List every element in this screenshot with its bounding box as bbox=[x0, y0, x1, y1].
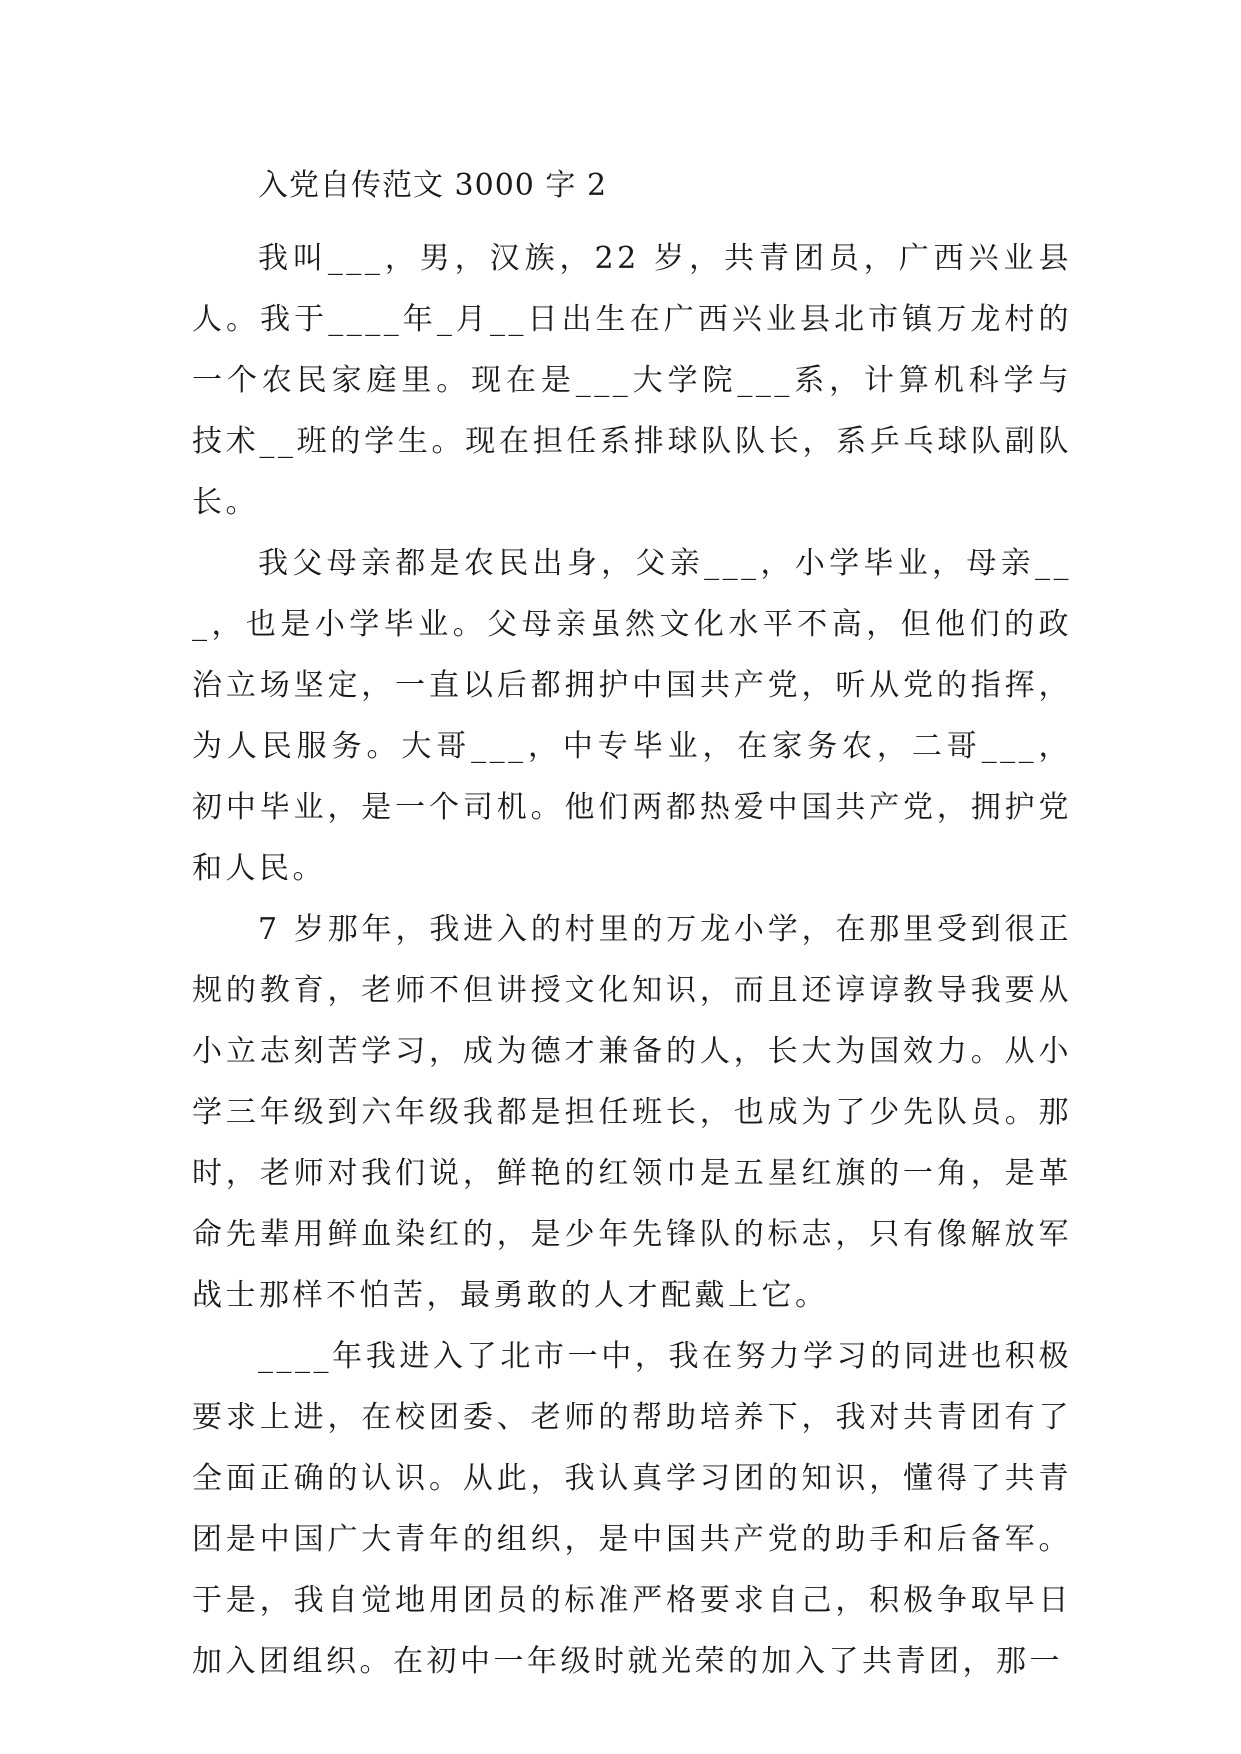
paragraph-personal-info: 我叫___，男，汉族，22 岁，共青团员，广西兴业县人。我于____年_月__日出生在广西兴业县北市镇万龙村的一个农民家庭里。现在是___大学院___系，计算机科学与技术__班的学生。现在担任系排球队队长，系乒乓球队副队长。 bbox=[192, 241, 1072, 520]
document-body bbox=[192, 228, 1072, 1692]
document-title: 入党自传范文 3000 字 2 bbox=[258, 168, 608, 203]
paragraph-family: 我父母亲都是农民出身，父亲___，小学毕业，母亲___，也是小学毕业。父母亲虽然文化水平不高，但他们的政治立场坚定，一直以后都拥护中国共产党，听从党的指挥，为人民服务。大哥___，中专毕业，在家务农，二哥___，初中毕业，是一个司机。他们两都热爱中国共产党，拥护党和人民。 bbox=[192, 546, 1072, 886]
paragraph-primary-school: 7 岁那年，我进入的村里的万龙小学，在那里受到很正规的教育，老师不但讲授文化知识，而且还谆谆教导我要从小立志刻苦学习，成为德才兼备的人，长大为国效力。从小学三年级到六年级我都是担任班长，也成为了少先队员。那时，老师对我们说，鲜艳的红领巾是五星红旗的一角，是革命先辈用鲜血染红的，是少年先锋队的标志，只有像解放军战士那样不怕苦，最勇敢的人才配戴上它。 bbox=[192, 912, 1072, 1313]
paragraph-middle-school: ____年我进入了北市一中，我在努力学习的同进也积极要求上进，在校团委、老师的帮助培养下，我对共青团有了全面正确的认识。从此，我认真学习团的知识，懂得了共青团是中国广大青年的组织，是中国共产党的助手和后备军。于是，我自觉地用团员的标准严格要求自己，积极争取早日加入团组织。在初中一年级时就光荣的加入了共青团，那一 bbox=[192, 1339, 1072, 1679]
